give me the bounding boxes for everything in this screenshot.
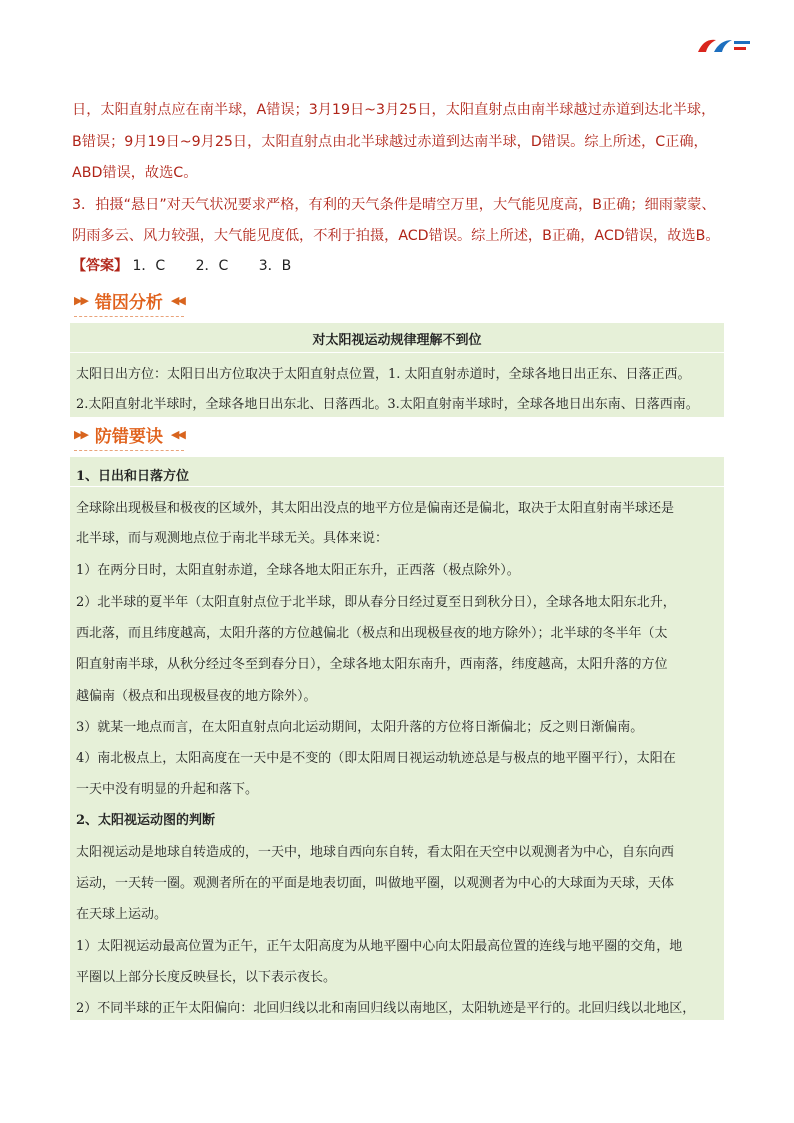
answer-line (72, 255, 317, 275)
answer-item: 1．C (132, 258, 166, 274)
explanation-text (72, 95, 722, 253)
prevention-box (70, 457, 724, 1020)
double-arrow-left-icon: ◀◀ (170, 427, 184, 441)
box-line: 1）在两分日时，太阳直射赤道，全球各地太阳正东升，正西落（极点除外）。 (76, 563, 520, 578)
box-divider (70, 352, 724, 353)
explanation-paragraph: 日，太阳直射点应在南半球，A错误；3月19日~3月25日，太阳直射点由南半球越过赤道到达北半球，B错误；9月19日~9月25日，太阳直射点由北半球越过赤道到达南半球，D错误。综上所述，C正确，ABD错误，故选C。 (72, 102, 716, 181)
box-line: 平圈以上部分长度反映昼长，以下表示夜长。 (76, 970, 337, 985)
box-line: 北半球，而与观测地点位于南北半球无关。具体来说： (76, 531, 389, 546)
box-line: 阳直射南半球，从秋分经过冬至到春分日），全球各地太阳东南升，西南落，纬度越高，太阳升落的方位 (76, 657, 668, 672)
box-line: 4）南北极点上，太阳高度在一天中是不变的（即太阳周日视运动轨迹总是与极点的地平圈平行），太阳在 (76, 751, 676, 766)
dashed-underline (74, 316, 184, 317)
explanation-paragraph: 3．拍摄“悬日”对天气状况要求严格，有利的天气条件是晴空万里，大气能见度高，B正确；细雨蒙蒙、阴雨多云、风力较强，大气能见度低，不利于拍摄，ACD错误。综上所述，B正确，ACD错误，故选B。 (72, 196, 720, 244)
box-line: 太阳日出方位：太阳日出方位取决于太阳直射点位置，1. 太阳直射赤道时，全球各地日出正东、日落正西。 (76, 367, 691, 382)
box-subheading: 2、太阳视运动图的判断 (76, 813, 216, 828)
box-line: 太阳视运动是地球自转造成的，一天中，地球自西向东自转，看太阳在天空中以观测者为中心，自东向西 (76, 845, 675, 860)
box-line: 运动，一天转一圈。观测者所在的平面是地表切面，叫做地平圈，以观测者为中心的大球面为天球，天体 (76, 876, 675, 891)
section-heading-error-analysis (74, 285, 184, 315)
section-title: 防错要诀 (94, 426, 163, 447)
box-divider (70, 486, 724, 487)
dashed-underline (74, 450, 184, 451)
answer-tag: 【答案】 (72, 258, 128, 274)
box-line: 2）北半球的夏半年（太阳直射点位于北半球，即从春分日经过夏至日到秋分日），全球各地太阳东北升， (76, 595, 676, 610)
double-arrow-right-icon: ▶▶ (74, 293, 87, 307)
brand-logo-icon (694, 34, 754, 56)
box-line: 西北落，而且纬度越高，太阳升落的方位越偏北（极点和出现极昼夜的地方除外）；北半球的冬半年（太 (76, 626, 668, 641)
section-heading-prevention (74, 419, 184, 449)
box-line: 3）就某一地点而言，在太阳直射点向北运动期间，太阳升落的方位将日渐偏北；反之则日渐偏南。 (76, 720, 644, 735)
section-title: 错因分析 (94, 292, 163, 313)
box-line: 2.太阳直射北半球时，全球各地日出东北、日落西北。3.太阳直射南半球时，全球各地日出东南、日落西南。 (76, 397, 699, 412)
box-line: 2）不同半球的正午太阳偏向：北回归线以北和南回归线以南地区，太阳轨迹是平行的。北回归线以北地区， (76, 1001, 696, 1016)
box-line: 全球除出现极昼和极夜的区域外，其太阳出没点的地平方位是偏南还是偏北，取决于太阳直射南半球还是 (76, 501, 675, 516)
double-arrow-left-icon: ◀◀ (170, 293, 184, 307)
answer-item: 2．C (195, 258, 229, 274)
box-title: 对太阳视运动规律理解不到位 (312, 333, 482, 348)
answer-item: 3．B (258, 258, 292, 274)
error-analysis-box (70, 323, 724, 417)
box-line: 1）太阳视运动最高位置为正午，正午太阳高度为从地平圈中心向太阳最高位置的连线与地平圈的交角，地 (76, 939, 683, 954)
box-line: 一天中没有明显的升起和落下。 (76, 782, 259, 797)
box-line: 在天球上运动。 (76, 907, 168, 922)
box-subheading: 1、日出和日落方位 (76, 469, 190, 484)
box-line: 越偏南（极点和出现极昼夜的地方除外）。 (76, 689, 317, 704)
double-arrow-right-icon: ▶▶ (74, 427, 87, 441)
